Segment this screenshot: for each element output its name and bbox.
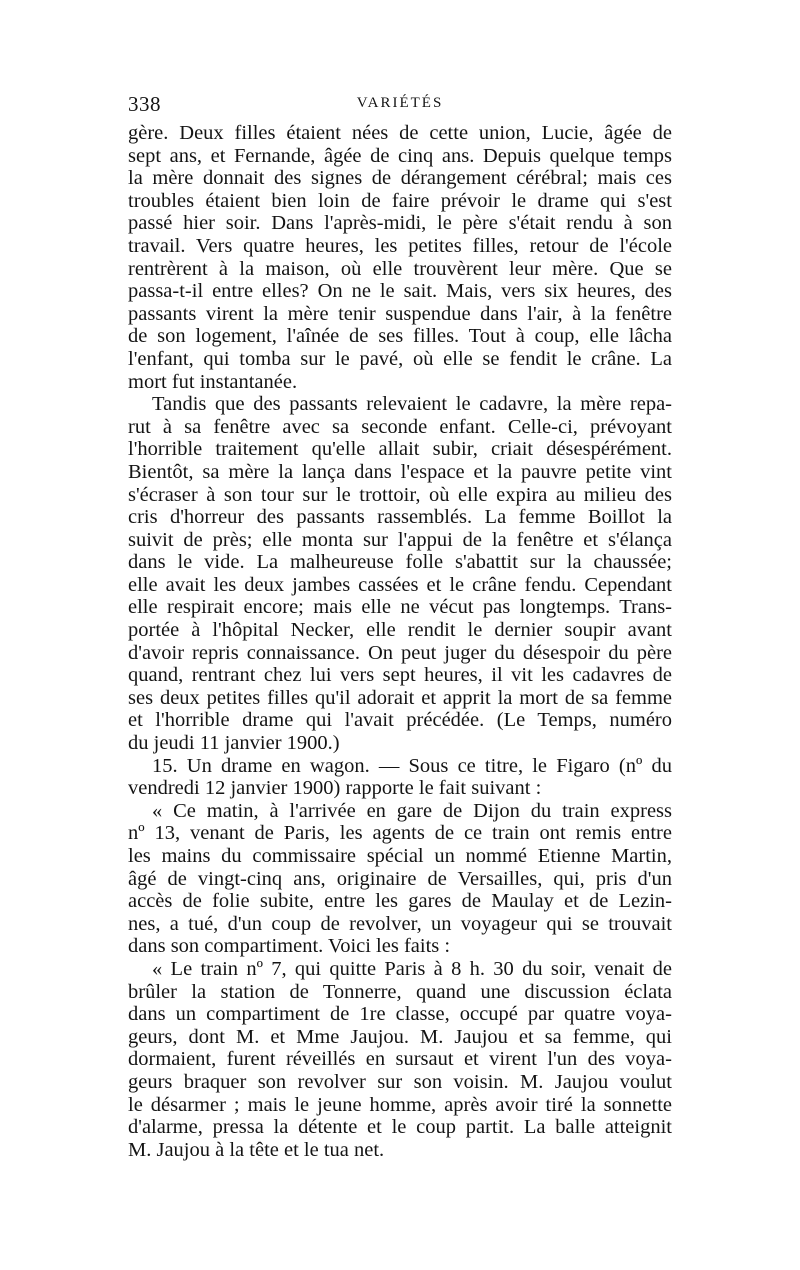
text-line: rut à sa fenêtre avec sa seconde enfant. Celle-ci, prévoyant <box>128 415 672 438</box>
text-line: les mains du commissaire spécial un nommé Etienne Martin, <box>128 845 672 867</box>
paragraph-start-line: « Le train nº 7, qui quitte Paris à 8 h. 30 du soir, venait de <box>152 957 672 980</box>
text-line: l'enfant, qui tomba sur le pavé, où elle se fendit le crâne. La <box>128 347 672 370</box>
text-line: nº 13, venant de Paris, les agents de ce train ont remis entre <box>128 822 672 845</box>
text-line: nes, a tué, d'un coup de revolver, un voyageur qui se trouvait <box>128 912 672 935</box>
running-head <box>128 92 672 116</box>
text-line: troubles étaient bien loin de faire prévoir le drame qui s'est <box>128 189 672 212</box>
text-line: la mère donnait des signes de dérangement cérébral; mais ces <box>128 167 672 190</box>
text-line: geurs braquer son revolver sur son voisin. M. Jaujou voulut <box>128 1070 672 1093</box>
text-line: dormaient, furent réveillés en sursaut et virent l'un des voya- <box>128 1048 672 1071</box>
paragraph-start-line: Tandis que des passants relevaient le cadavre, la mère repa- <box>152 393 672 416</box>
text-line: dans son compartiment. Voici les faits : <box>128 935 451 958</box>
paragraph-start-line: 15. Un drame en wagon. — Sous ce titre, le Figaro (nº du <box>152 754 672 777</box>
text-line: d'alarme, pressa la détente et le coup partit. La balle atteignit <box>128 1116 672 1139</box>
text-line: passants virent la mère tenir suspendue dans l'air, à la fenêtre <box>128 302 672 325</box>
text-line: et l'horrible drame qui l'avait précédée. (Le Temps, numéro <box>128 709 672 732</box>
text-line: elle avait les deux jambes cassées et le crâne fendu. Cependant <box>128 573 672 596</box>
text-line: passa-t-il entre elles? On ne le sait. Mais, vers six heures, des <box>128 280 672 303</box>
paragraph-start-line: « Ce matin, à l'arrivée en gare de Dijon du train express <box>152 799 672 822</box>
text-line: geurs, dont M. et Mme Jaujou. M. Jaujou et sa femme, qui <box>128 1025 672 1048</box>
text-line: dans le vide. La malheureuse folle s'abattit sur la chaussée; <box>128 551 672 574</box>
text-line: cris d'horreur des passants rassemblés. La femme Boillot la <box>128 506 672 529</box>
text-line: d'avoir repris connaissance. On peut juger du désespoir du père <box>128 641 672 664</box>
text-line: le désarmer ; mais le jeune homme, après avoir tiré la sonnette <box>128 1093 672 1116</box>
text-line: vendredi 12 janvier 1900) rapporte le fait suivant : <box>128 777 542 800</box>
text-line: rentrèrent à la maison, où elle trouvèrent leur mère. Que se <box>128 257 672 280</box>
text-line: M. Jaujou à la tête et le tua net. <box>128 1138 385 1161</box>
text-line: de son logement, l'aînée de ses filles. Tout à coup, elle lâcha <box>128 325 672 348</box>
text-line: travail. Vers quatre heures, les petites filles, retour de l'école <box>128 234 672 257</box>
text-line: gère. Deux filles étaient nées de cette union, Lucie, âgée de <box>128 122 672 144</box>
text-line: du jeudi 11 janvier 1900.) <box>128 732 340 755</box>
text-line: sept ans, et Fernande, âgée de cinq ans. Depuis quelque temps <box>128 144 672 167</box>
text-line: brûler la station de Tonnerre, quand une discussion éclata <box>128 980 672 1003</box>
text-line: passé hier soir. Dans l'après-midi, le père s'était rendu à son <box>128 212 672 235</box>
text-line: Bientôt, sa mère la lança dans l'espace et la pauvre petite vint <box>128 460 672 483</box>
text-line: ses deux petites filles qu'il adorait et apprit la mort de sa femme <box>128 686 672 709</box>
page-number: 338 <box>128 92 161 116</box>
body-text <box>128 122 672 1161</box>
text-line: suivit de près; elle monta sur l'appui de la fenêtre et s'élança <box>128 528 672 551</box>
text-line: portée à l'hôpital Necker, elle rendit le dernier soupir avant <box>128 619 672 642</box>
text-line: quand, rentrant chez lui vers sept heures, il vit les cadavres de <box>128 664 672 687</box>
text-line: accès de folie subite, entre les gares de Maulay et de Lezin- <box>128 890 672 913</box>
text-line: âgé de vingt-cinq ans, originaire de Versailles, qui, pris d'un <box>128 867 672 890</box>
text-line: mort fut instantanée. <box>128 370 298 393</box>
text-line: s'écraser à son tour sur le trottoir, où elle expira au milieu des <box>128 483 672 506</box>
text-line: l'horrible traitement qu'elle allait subir, criait désespérément. <box>128 438 672 461</box>
text-line: elle respirait encore; mais elle ne vécut pas longtemps. Trans- <box>128 596 672 619</box>
text-line: dans un compartiment de 1re classe, occupé par quatre voya- <box>128 1003 672 1026</box>
section-title: VARIÉTÉS <box>356 95 444 111</box>
